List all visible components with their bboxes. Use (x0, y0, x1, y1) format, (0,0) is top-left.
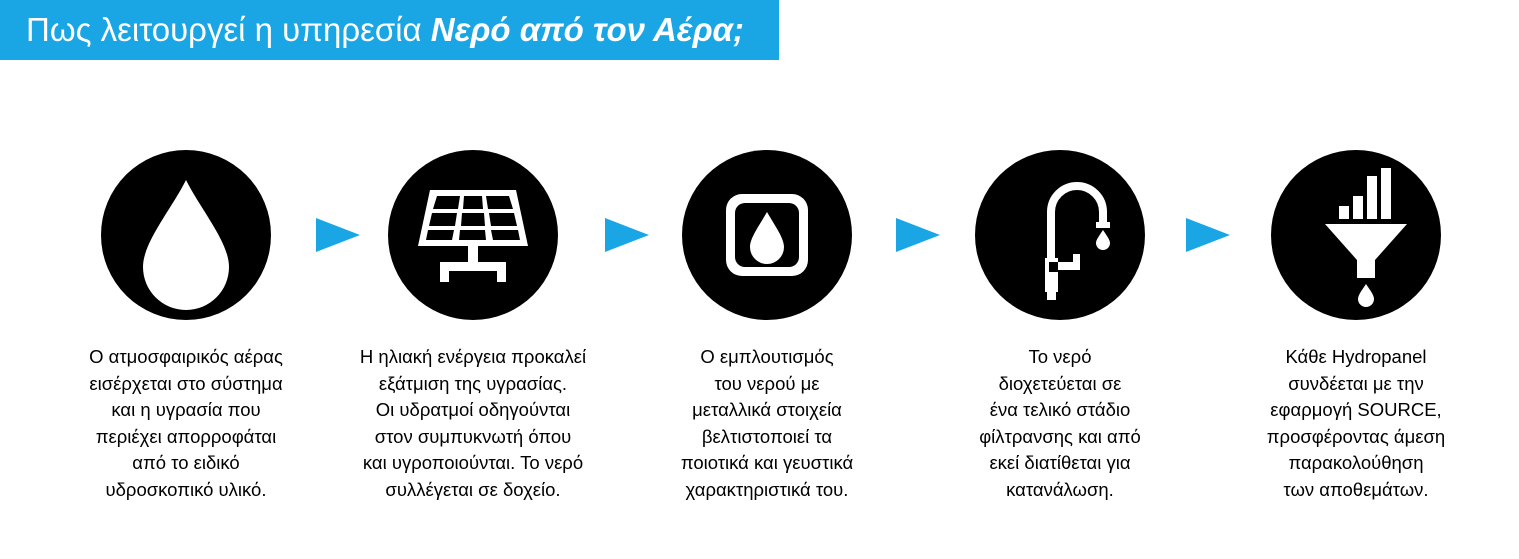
step-1-line: από το ειδικό (132, 452, 240, 473)
step-2 (343, 0, 603, 559)
step-4-line: Το νερό (1028, 346, 1092, 367)
step-4-line: διοχετεύεται σε (998, 372, 1122, 394)
step-1-description (56, 344, 316, 503)
step-3-line: ποιοτικά και γευστικά (680, 452, 854, 473)
step-4-line: εκεί διατίθεται για (989, 452, 1131, 473)
step-1-line: εισέρχεται στο σύστημα (89, 372, 283, 394)
step-2-line: συλλέγεται σε δοχείο. (385, 478, 561, 500)
step-3-line: χαρακτηριστικά του. (685, 478, 849, 500)
arrow-right-icon (1186, 218, 1230, 252)
water-drop-icon (101, 150, 271, 320)
step-2-line: Η ηλιακή ενέργεια προκαλεί (359, 346, 587, 367)
step-3-line: βελτιστοποιεί τα (701, 425, 833, 447)
step-1 (56, 0, 316, 559)
step-5 (1226, 0, 1486, 559)
step-2-line: στον συμπυκνωτή όπου (374, 425, 572, 447)
step-3-line: του νερού με (714, 372, 820, 394)
step-1-circle (101, 150, 271, 320)
step-5-line: συνδέεται με την (1288, 372, 1424, 394)
page-title-accent: Νερό από τον Αέρα; (430, 11, 745, 48)
mineral-drop-icon (682, 150, 852, 320)
step-1-line: περιέχει απορροφάται (95, 425, 277, 447)
step-3 (637, 0, 897, 559)
step-1-line: υδροσκοπικό υλικό. (105, 478, 267, 500)
step-5-line: Κάθε Hydropanel (1285, 346, 1427, 367)
step-2-line: εξάτμιση της υγρασίας. (378, 372, 568, 394)
funnel-chart-icon (1271, 150, 1441, 320)
step-5-line: προσφέροντας άμεση (1266, 425, 1446, 447)
step-1-line: Ο ατμοσφαιρικός αέρας (89, 346, 283, 367)
step-4-line: φίλτρανσης και από (979, 425, 1141, 447)
step-4-line: κατανάλωση. (1006, 478, 1114, 500)
step-3-circle (682, 150, 852, 320)
step-5-description (1226, 344, 1486, 503)
step-3-line: Ο εμπλουτισμός (700, 346, 834, 367)
step-5-line: παρακολούθηση (1288, 452, 1424, 473)
page-title: Πως λειτουργεί η υπηρεσία (26, 11, 431, 48)
faucet-icon (975, 150, 1145, 320)
step-2-description (343, 344, 603, 503)
step-4-description (930, 344, 1190, 503)
step-4-circle (975, 150, 1145, 320)
step-5-line: εφαρμογή SOURCE, (1270, 399, 1442, 420)
step-3-line: μεταλλικά στοιχεία (692, 399, 842, 420)
step-2-line: και υγροποιούνται. Το νερό (362, 452, 584, 473)
step-1-line: και η υγρασία που (111, 399, 261, 420)
step-4-line: ένα τελικό στάδιο (989, 399, 1131, 420)
step-2-circle (388, 150, 558, 320)
step-2-line: Οι υδρατμοί οδηγούνται (375, 399, 571, 420)
step-5-circle (1271, 150, 1441, 320)
step-5-line: των αποθεμάτων. (1283, 478, 1429, 500)
solar-panel-icon (388, 150, 558, 320)
step-4 (930, 0, 1190, 559)
step-3-description (637, 344, 897, 503)
